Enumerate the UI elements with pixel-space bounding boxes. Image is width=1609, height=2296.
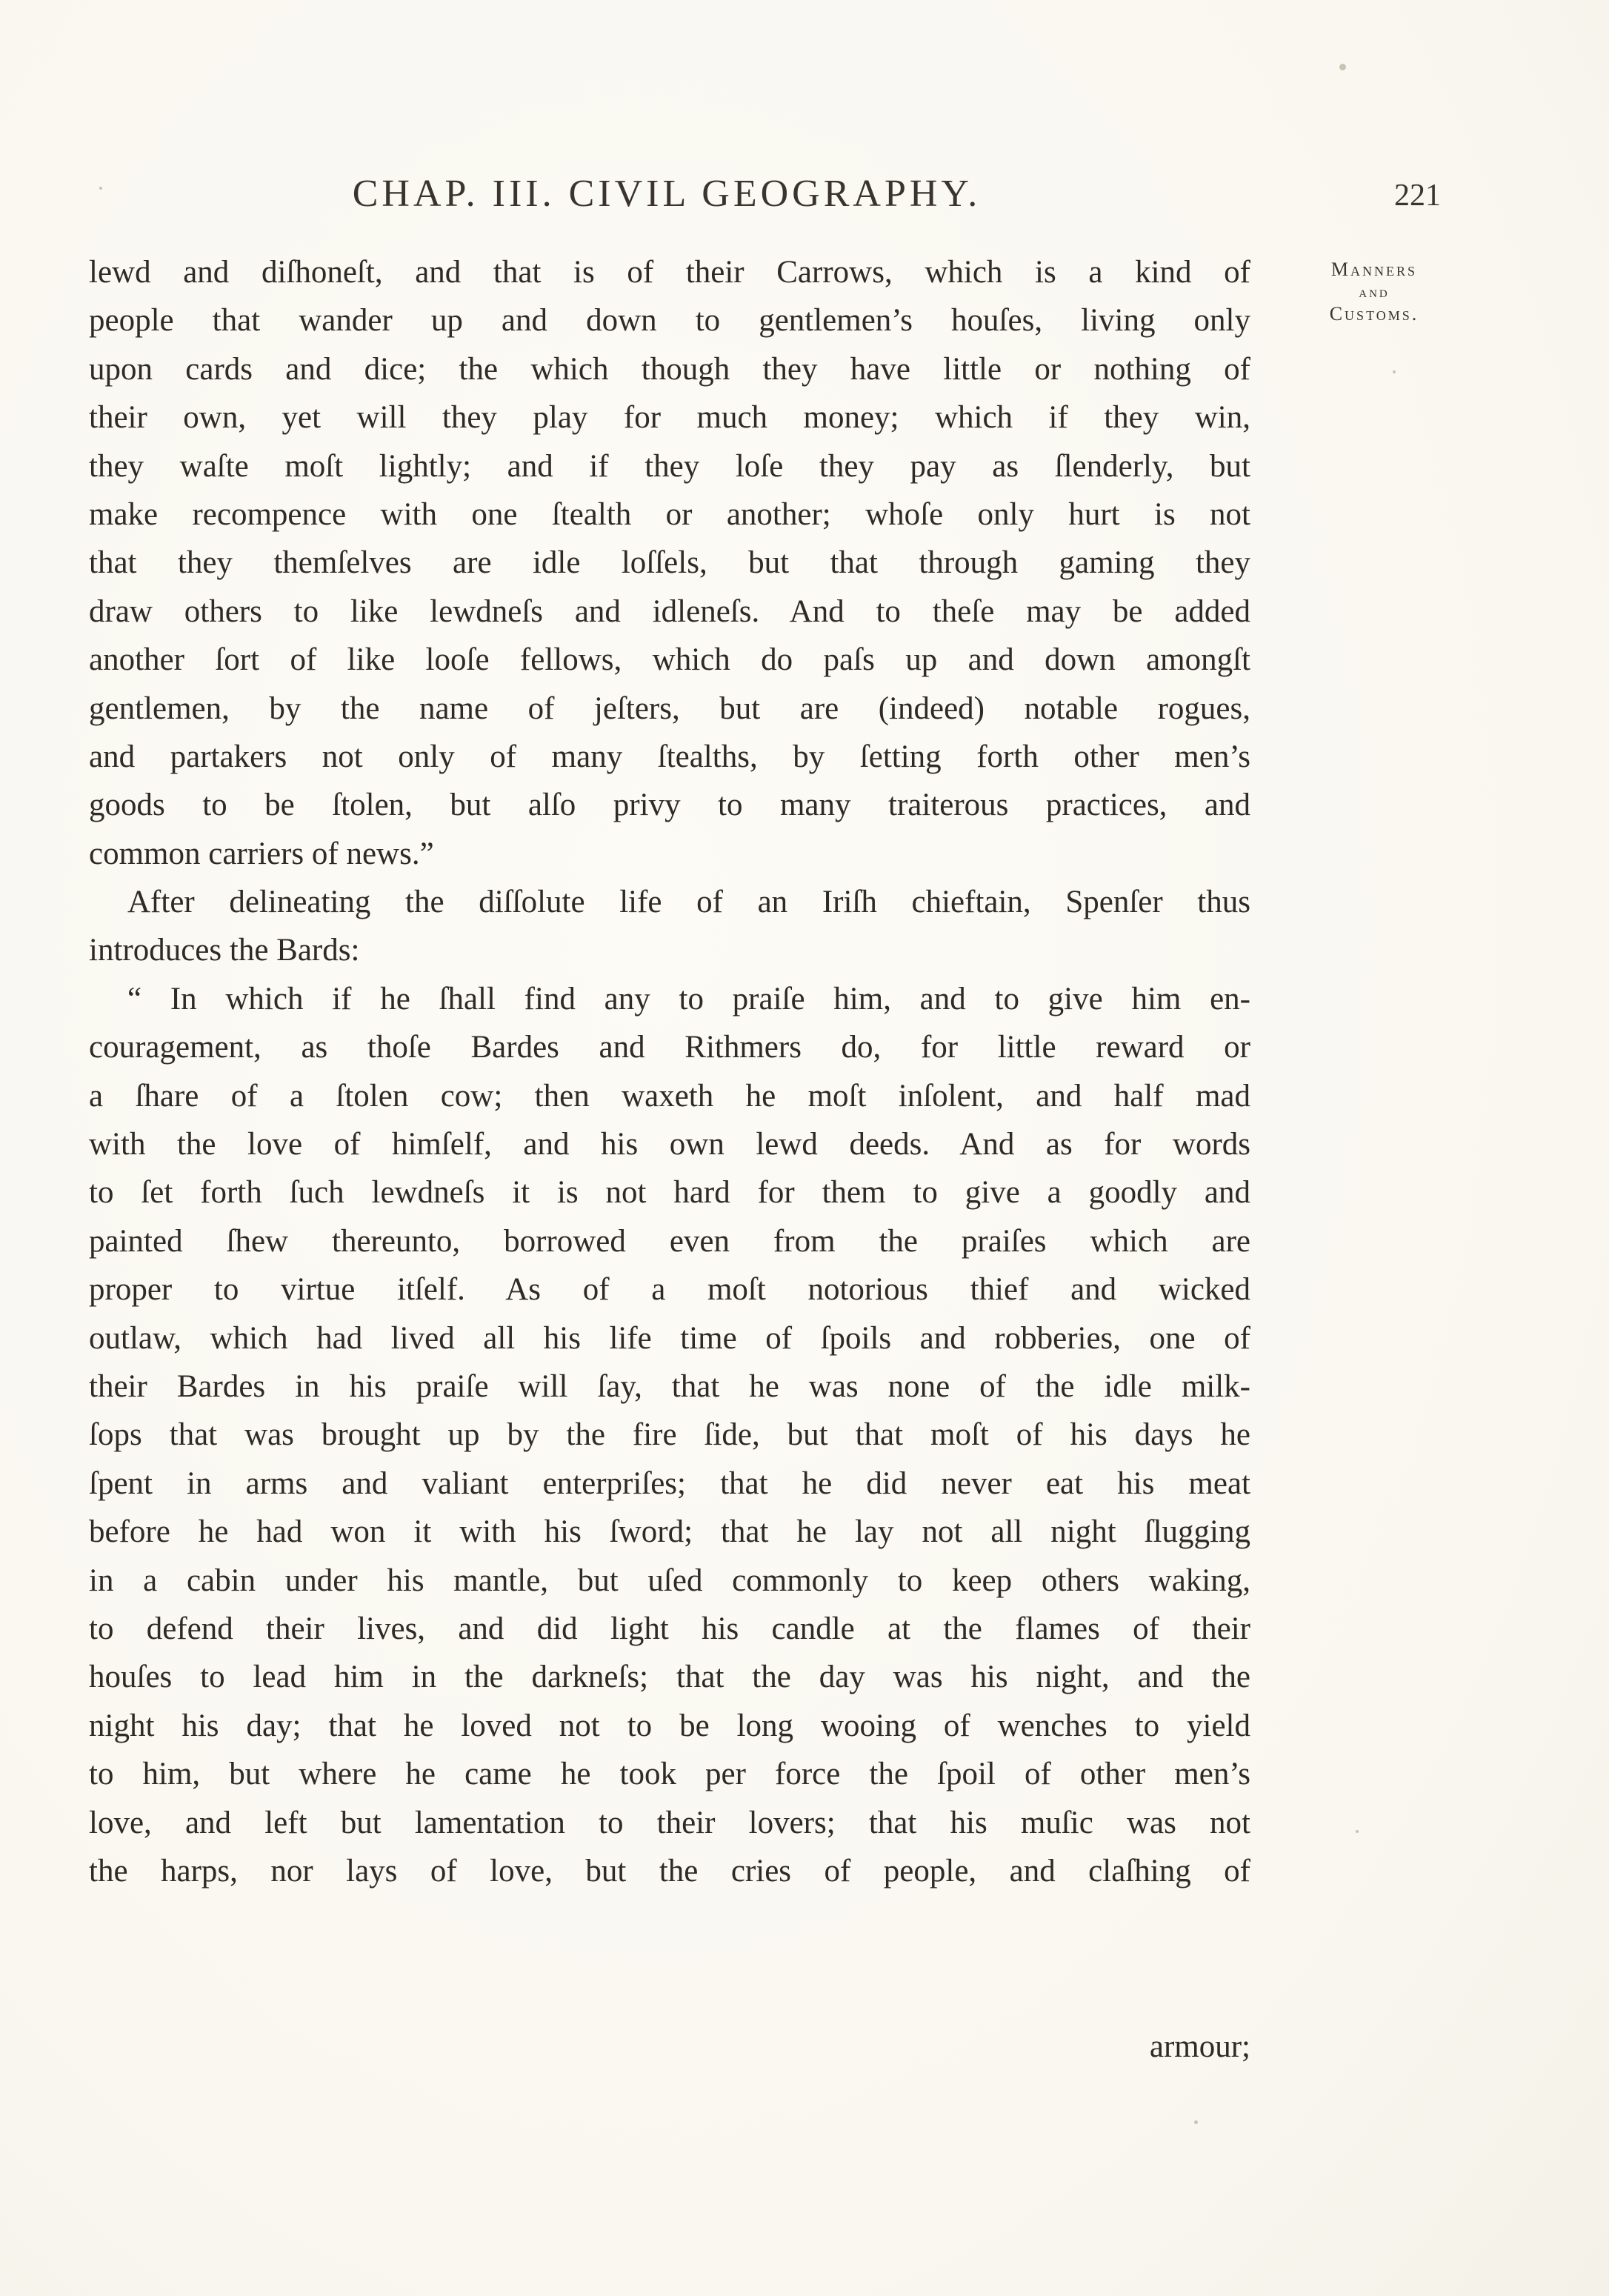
text-line: outlaw, which had lived all his life time of ſpoils and robberies, one of (89, 1320, 1250, 1356)
catchword: armour; (1149, 2029, 1250, 2064)
text-line: before he had won it with his ſword; that he lay not all night ſlugging (89, 1514, 1250, 1550)
page-number: 221 (1394, 179, 1441, 213)
text-line: to ſet forth ſuch lewdneſs it is not hard for them to give a goodly and (89, 1175, 1250, 1211)
body-text (89, 248, 1250, 1895)
text-line: painted ſhew thereunto, borrowed even from the praiſes which are (89, 1223, 1250, 1259)
paper-speck (99, 187, 102, 190)
quote-first-line: “ In which if he ſhall find any to praiſe him, and to give him en- (127, 981, 1250, 1016)
running-head: CHAP. III. CIVIL GEOGRAPHY. (352, 173, 982, 215)
text-line: ſops that was brought up by the fire ſide, but that moſt of his days he (89, 1417, 1250, 1453)
text-line: love, and left but lamentation to their lovers; that his muſic was not (89, 1805, 1250, 1840)
text-line: night his day; that he loved not to be long wooing of wenches to yield (89, 1708, 1250, 1743)
text-line: to him, but where he came he took per force the ſpoil of other men’s (89, 1757, 1250, 1792)
text-line: ſpent in arms and valiant enterpriſes; that he did never eat his meat (89, 1465, 1250, 1501)
paper-speck (1356, 1830, 1359, 1833)
text-line: proper to virtue itſelf. As of a moſt notorious thief and wicked (89, 1272, 1250, 1308)
text-line: make recompence with one ſtealth or another; whoſe only hurt is not (89, 496, 1250, 532)
text-line: gentlemen, by the name of jeſters, but are (indeed) notable rogues, (89, 691, 1250, 726)
text-line: they waſte moſt lightly; and if they loſe they pay as ſlenderly, but (89, 448, 1250, 484)
margin-note (1289, 256, 1459, 328)
paper-speck (1393, 370, 1396, 373)
text-line: people that wander up and down to gentlemen’s houſes, living only (89, 303, 1250, 339)
text-line: with the love of himſelf, and his own lewd deeds. And as for words (89, 1127, 1250, 1162)
text-line: the harps, nor lays of love, but the cries of people, and claſhing of (89, 1853, 1250, 1889)
text-line: goods to be ſtolen, but alſo privy to many traiterous practices, and (89, 788, 1250, 823)
paper-speck (1339, 64, 1346, 70)
text-line: that they themſelves are idle loſſels, but that through gaming they (89, 545, 1250, 581)
text-line: houſes to lead him in the darkneſs; that the day was his night, and the (89, 1660, 1250, 1695)
text-line: to defend their lives, and did light his candle at the flames of their (89, 1611, 1250, 1646)
margin-note-line: Customs. (1329, 303, 1419, 325)
text-line: common carriers of news.” (89, 836, 434, 871)
text-line: lewd and diſhoneſt, and that is of their Carrows, which is a kind of (89, 255, 1250, 290)
paragraph-first-line: After delineating the diſſolute life of an Iriſh chieftain, Spenſer thus (127, 885, 1250, 920)
text-line: introduces the Bards: (89, 933, 360, 968)
text-line: another ſort of like looſe fellows, which do paſs up and down amongſt (89, 642, 1250, 678)
text-line: their Bardes in his praiſe will ſay, that he was none of the idle milk- (89, 1368, 1250, 1404)
margin-note-line: and (1359, 282, 1390, 301)
margin-note-line: Manners (1330, 259, 1418, 280)
text-line: couragement, as thoſe Bardes and Rithmers do, for little reward or (89, 1030, 1250, 1065)
text-line: their own, yet will they play for much money; which if they win, (89, 400, 1250, 436)
text-line: draw others to like lewdneſs and idleneſs. And to theſe may be added (89, 593, 1250, 629)
text-line: and partakers not only of many ſtealths, by ſetting forth other men’s (89, 739, 1250, 774)
text-line: a ſhare of a ſtolen cow; then waxeth he moſt inſolent, and half mad (89, 1078, 1250, 1114)
text-line: in a cabin under his mantle, but uſed commonly to keep others waking, (89, 1563, 1250, 1598)
text-line: upon cards and dice; the which though they have little or nothing of (89, 351, 1250, 387)
paper-speck (1194, 2120, 1198, 2124)
